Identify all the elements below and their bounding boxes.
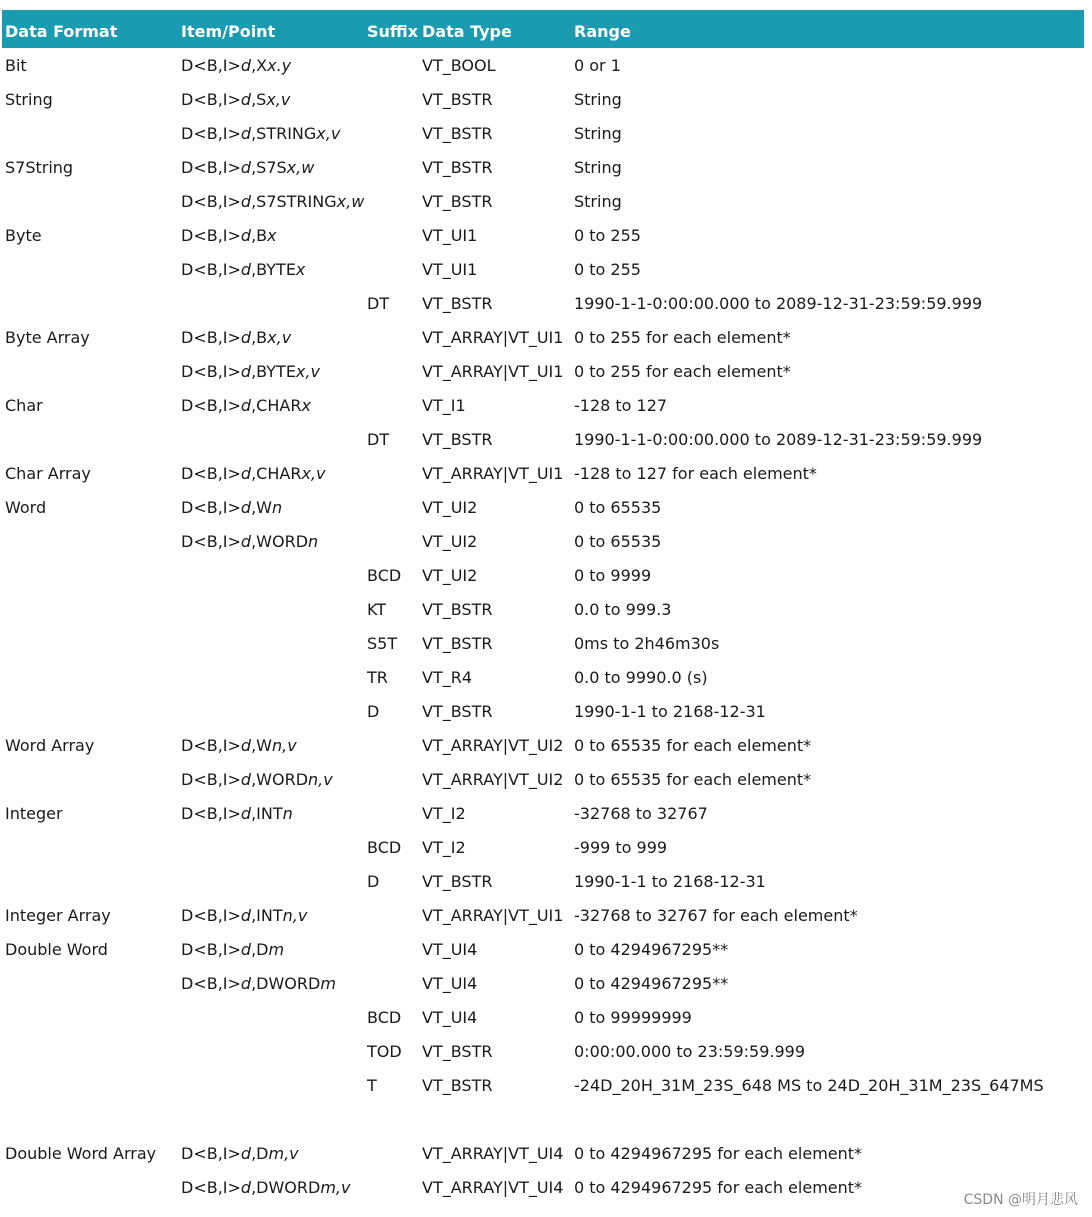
cell-suffix — [364, 762, 419, 796]
cell-suffix — [364, 898, 419, 932]
cell-item-point — [178, 796, 364, 830]
item-point-segment: D<B,I> — [181, 905, 241, 925]
item-point-segment: ,CHAR — [251, 395, 302, 415]
cell-data-type: VT_ARRAY|VT_UI4 — [422, 1177, 564, 1197]
cell-item-point — [178, 1170, 364, 1204]
table-row — [2, 864, 1084, 898]
table-row — [2, 1034, 1084, 1068]
cell-data-format — [2, 184, 178, 218]
item-point-segment: d — [240, 225, 252, 245]
cell-suffix: S5T — [367, 633, 398, 653]
item-point-segment: d — [240, 531, 252, 551]
cell-range: 0 to 255 for each element* — [574, 327, 791, 347]
cell-item-point — [178, 694, 364, 728]
item-point-segment: d — [240, 157, 252, 177]
cell-item-point — [178, 966, 364, 1000]
item-point-segment: D<B,I> — [181, 191, 241, 211]
cell-data-format: Word — [5, 497, 47, 517]
item-point-segment: ,BYTE — [251, 361, 296, 381]
item-point-segment: ,S7STRING — [251, 191, 337, 211]
data-format-table — [2, 10, 1084, 1204]
cell-data-format: Double Word — [5, 939, 108, 959]
table-row — [2, 1170, 1084, 1204]
item-point-segment: d — [240, 905, 252, 925]
item-point-segment: ,W — [251, 735, 272, 755]
cell-data-format — [2, 354, 178, 388]
cell-range: 0 to 255 — [574, 225, 641, 245]
cell-item-point — [178, 830, 364, 864]
cell-data-format — [2, 422, 178, 456]
table-row — [2, 1136, 1084, 1170]
item-point-segment: ,S — [251, 89, 267, 109]
cell-range: -32768 to 32767 for each element* — [574, 905, 858, 925]
item-point-segment: x — [267, 225, 277, 245]
cell-item-point — [178, 388, 364, 422]
spacer-cell — [2, 1102, 178, 1136]
cell-suffix — [364, 966, 419, 1000]
item-point-segment: D<B,I> — [181, 395, 241, 415]
item-point-segment: ,INT — [251, 803, 283, 823]
spacer-cell — [364, 1102, 419, 1136]
cell-suffix — [364, 1170, 419, 1204]
cell-suffix — [364, 354, 419, 388]
cell-data-type: VT_BSTR — [422, 701, 493, 721]
cell-data-type: VT_ARRAY|VT_UI1 — [422, 361, 564, 381]
cell-range: 0 to 255 for each element* — [574, 361, 791, 381]
item-point-segment: D<B,I> — [181, 327, 241, 347]
item-point-segment: ,STRING — [251, 123, 317, 143]
watermark: CSDN @明月悲风 — [963, 1192, 1078, 1208]
item-point-segment: x,v — [266, 89, 291, 109]
item-point-segment: d — [240, 939, 252, 959]
cell-data-format — [2, 1068, 178, 1102]
table-row — [2, 184, 1084, 218]
cell-suffix — [364, 490, 419, 524]
cell-data-format — [2, 116, 178, 150]
cell-data-type: VT_BSTR — [422, 123, 493, 143]
item-point-segment: n — [271, 497, 283, 517]
cell-range: -999 to 999 — [574, 837, 668, 857]
cell-range: String — [574, 89, 622, 109]
cell-data-type: VT_UI4 — [422, 1007, 478, 1027]
table-row — [2, 524, 1084, 558]
item-point-segment: x — [301, 395, 311, 415]
cell-item-point — [178, 286, 364, 320]
item-point-segment: d — [240, 55, 252, 75]
cell-suffix — [364, 252, 419, 286]
cell-data-type: VT_BSTR — [422, 293, 493, 313]
cell-data-format — [2, 694, 178, 728]
table-row — [2, 966, 1084, 1000]
table-row — [2, 660, 1084, 694]
cell-suffix: D — [367, 871, 380, 891]
cell-data-type: VT_UI2 — [422, 531, 478, 551]
item-point-segment: D<B,I> — [181, 531, 241, 551]
cell-data-type: VT_UI4 — [422, 939, 478, 959]
cell-item-point — [178, 1136, 364, 1170]
cell-data-type: VT_I2 — [422, 837, 466, 857]
item-point-segment: D<B,I> — [181, 769, 241, 789]
cell-data-format — [2, 524, 178, 558]
item-point-segment: ,DWORD — [251, 973, 321, 993]
cell-item-point — [178, 252, 364, 286]
cell-suffix: T — [367, 1075, 377, 1095]
header-item-point: Item/Point — [178, 10, 364, 48]
cell-data-type: VT_I2 — [422, 803, 466, 823]
cell-data-format — [2, 286, 178, 320]
item-point-segment: ,S7S — [251, 157, 287, 177]
item-point-segment: x,v — [267, 327, 292, 347]
item-point-segment: ,WORD — [251, 531, 309, 551]
cell-data-format — [2, 1000, 178, 1034]
cell-range: 1990-1-1 to 2168-12-31 — [574, 871, 766, 891]
cell-suffix: BCD — [367, 1007, 402, 1027]
table-row — [2, 1000, 1084, 1034]
cell-item-point — [178, 1000, 364, 1034]
cell-data-format — [2, 1034, 178, 1068]
cell-item-point — [178, 456, 364, 490]
cell-data-format: Integer Array — [5, 905, 111, 925]
item-point-segment: d — [240, 395, 252, 415]
item-point-segment: x,v — [301, 463, 326, 483]
cell-item-point — [178, 422, 364, 456]
cell-data-type: VT_R4 — [422, 667, 473, 687]
header-data-type: Data Type — [419, 10, 571, 48]
cell-data-type: VT_ARRAY|VT_UI1 — [422, 905, 564, 925]
table-row — [2, 762, 1084, 796]
cell-range: String — [574, 123, 622, 143]
cell-data-type: VT_ARRAY|VT_UI1 — [422, 327, 564, 347]
cell-range: -128 to 127 — [574, 395, 668, 415]
item-point-segment: D<B,I> — [181, 973, 241, 993]
item-point-segment: D<B,I> — [181, 89, 241, 109]
item-point-segment: d — [240, 735, 252, 755]
cell-data-type: VT_ARRAY|VT_UI2 — [422, 735, 564, 755]
item-point-segment: d — [240, 803, 252, 823]
cell-suffix — [364, 456, 419, 490]
cell-item-point — [178, 116, 364, 150]
table-row — [2, 48, 1084, 82]
table-row — [2, 932, 1084, 966]
item-point-segment: n,v — [271, 735, 297, 755]
cell-data-format: Integer — [5, 803, 63, 823]
item-point-segment: x,w — [336, 191, 364, 211]
cell-data-format: Char — [5, 395, 43, 415]
header-suffix: Suffix — [364, 10, 419, 48]
cell-data-type: VT_BSTR — [422, 1075, 493, 1095]
cell-data-type: VT_BSTR — [422, 871, 493, 891]
header-data-format: Data Format — [2, 10, 178, 48]
item-point-segment: d — [240, 361, 252, 381]
item-point-segment: D<B,I> — [181, 803, 241, 823]
cell-data-type: VT_BSTR — [422, 1041, 493, 1061]
table-row — [2, 626, 1084, 660]
table-row — [2, 218, 1084, 252]
table-row — [2, 150, 1084, 184]
cell-item-point — [178, 660, 364, 694]
cell-range: -24D_20H_31M_23S_648 MS to 24D_20H_31M_23S_647MS — [574, 1075, 1044, 1095]
cell-suffix: D — [367, 701, 380, 721]
cell-item-point — [178, 354, 364, 388]
cell-data-format — [2, 830, 178, 864]
table-row — [2, 286, 1084, 320]
table-row — [2, 898, 1084, 932]
spacer-cell — [419, 1102, 571, 1136]
table-row — [2, 354, 1084, 388]
item-point-segment: n,v — [308, 769, 333, 789]
cell-data-format — [2, 252, 178, 286]
cell-range: 0 to 9999 — [574, 565, 652, 585]
cell-data-format: S7String — [5, 157, 74, 177]
cell-item-point — [178, 48, 364, 82]
item-point-segment: D<B,I> — [181, 361, 241, 381]
cell-data-type: VT_UI1 — [422, 259, 478, 279]
cell-data-format: Byte Array — [5, 327, 90, 347]
table-row — [2, 252, 1084, 286]
cell-range: 1990-1-1-0:00:00.000 to 2089-12-31-23:59:59.999 — [574, 429, 983, 449]
cell-suffix — [364, 82, 419, 116]
cell-range: 1990-1-1 to 2168-12-31 — [574, 701, 766, 721]
cell-data-format — [2, 762, 178, 796]
cell-data-format — [2, 592, 178, 626]
item-point-segment: ,B — [251, 225, 268, 245]
cell-data-type: VT_UI1 — [422, 225, 478, 245]
table-row — [2, 82, 1084, 116]
cell-suffix: DT — [367, 293, 390, 313]
cell-range: -32768 to 32767 — [574, 803, 708, 823]
cell-range: 0.0 to 9990.0 (s) — [574, 667, 708, 687]
cell-data-type: VT_BSTR — [422, 191, 493, 211]
cell-suffix — [364, 1136, 419, 1170]
cell-range: -128 to 127 for each element* — [574, 463, 817, 483]
item-point-segment: x.y — [267, 55, 292, 75]
item-point-segment: d — [240, 497, 252, 517]
spacer-row — [2, 1102, 1084, 1136]
item-point-segment: ,B — [251, 327, 268, 347]
table-row — [2, 320, 1084, 354]
table-row — [2, 116, 1084, 150]
item-point-segment: x,v — [295, 361, 320, 381]
cell-suffix: TOD — [367, 1041, 402, 1061]
cell-data-type: VT_I1 — [422, 395, 466, 415]
item-point-segment: D<B,I> — [181, 497, 241, 517]
cell-data-type: VT_BSTR — [422, 633, 493, 653]
table-row — [2, 796, 1084, 830]
item-point-segment: m,v — [320, 1177, 351, 1197]
table-row — [2, 1068, 1084, 1102]
item-point-segment: n — [308, 531, 319, 551]
table-row — [2, 456, 1084, 490]
table-row — [2, 558, 1084, 592]
header-row — [2, 10, 1084, 48]
item-point-segment: ,X — [251, 55, 268, 75]
cell-suffix: BCD — [367, 565, 402, 585]
cell-data-format: Word Array — [5, 735, 95, 755]
item-point-segment: ,D — [251, 939, 269, 959]
cell-data-format — [2, 966, 178, 1000]
cell-item-point — [178, 218, 364, 252]
item-point-segment: x,w — [286, 157, 315, 177]
cell-data-format: Byte — [5, 225, 42, 245]
item-point-segment: D<B,I> — [181, 735, 241, 755]
table-body — [2, 48, 1084, 1204]
cell-range: 0 to 65535 for each element* — [574, 769, 812, 789]
cell-range: 0 to 4294967295** — [574, 973, 729, 993]
item-point-segment: D<B,I> — [181, 157, 241, 177]
cell-data-format — [2, 558, 178, 592]
cell-data-format — [2, 1170, 178, 1204]
header-range: Range — [571, 10, 1084, 48]
cell-data-type: VT_BSTR — [422, 429, 493, 449]
cell-item-point — [178, 524, 364, 558]
cell-data-type: VT_UI2 — [422, 497, 478, 517]
table-row — [2, 830, 1084, 864]
cell-suffix — [364, 184, 419, 218]
cell-range: 0 to 65535 — [574, 497, 662, 517]
cell-item-point — [178, 864, 364, 898]
item-point-segment: D<B,I> — [181, 259, 241, 279]
table-row — [2, 728, 1084, 762]
cell-item-point — [178, 558, 364, 592]
cell-suffix: DT — [367, 429, 390, 449]
cell-range: 0 or 1 — [574, 55, 621, 75]
cell-data-format: Char Array — [5, 463, 91, 483]
table-row — [2, 490, 1084, 524]
cell-item-point — [178, 1068, 364, 1102]
cell-suffix: BCD — [367, 837, 402, 857]
item-point-segment: x,v — [316, 123, 341, 143]
cell-item-point — [178, 184, 364, 218]
cell-range: 0 to 65535 for each element* — [574, 735, 812, 755]
cell-item-point — [178, 320, 364, 354]
item-point-segment: D<B,I> — [181, 123, 241, 143]
cell-item-point — [178, 762, 364, 796]
cell-suffix — [364, 218, 419, 252]
cell-item-point — [178, 898, 364, 932]
item-point-segment: d — [240, 1177, 252, 1197]
cell-data-type: VT_UI2 — [422, 565, 478, 585]
cell-item-point — [178, 626, 364, 660]
cell-suffix — [364, 524, 419, 558]
item-point-segment: d — [240, 191, 252, 211]
item-point-segment: ,W — [251, 497, 272, 517]
item-point-segment: d — [240, 463, 252, 483]
cell-range: String — [574, 191, 622, 211]
cell-data-format — [2, 660, 178, 694]
cell-range: 0 to 4294967295 for each element* — [574, 1143, 863, 1163]
cell-range: 0ms to 2h46m30s — [574, 633, 720, 653]
cell-item-point — [178, 592, 364, 626]
cell-data-format: String — [5, 89, 53, 109]
item-point-segment: D<B,I> — [181, 939, 241, 959]
spacer-cell — [571, 1102, 1084, 1136]
item-point-segment: n,v — [282, 905, 308, 925]
item-point-segment: D<B,I> — [181, 225, 241, 245]
cell-suffix — [364, 150, 419, 184]
cell-suffix — [364, 796, 419, 830]
item-point-segment: m,v — [268, 1143, 299, 1163]
item-point-segment: d — [240, 327, 252, 347]
cell-data-type: VT_BSTR — [422, 599, 493, 619]
item-point-segment: ,DWORD — [251, 1177, 321, 1197]
cell-data-format: Bit — [5, 55, 27, 75]
item-point-segment: ,WORD — [251, 769, 309, 789]
cell-range: String — [574, 157, 622, 177]
table-row — [2, 388, 1084, 422]
cell-suffix — [364, 48, 419, 82]
item-point-segment: ,INT — [251, 905, 283, 925]
item-point-segment: n — [282, 803, 293, 823]
cell-range: 0 to 65535 — [574, 531, 662, 551]
cell-item-point — [178, 728, 364, 762]
cell-range: 0.0 to 999.3 — [574, 599, 672, 619]
spacer-cell — [178, 1102, 364, 1136]
cell-range: 0 to 255 — [574, 259, 641, 279]
cell-range: 0 to 4294967295** — [574, 939, 729, 959]
cell-data-type: VT_ARRAY|VT_UI2 — [422, 769, 564, 789]
cell-data-format — [2, 626, 178, 660]
cell-data-type: VT_ARRAY|VT_UI4 — [422, 1143, 564, 1163]
item-point-segment: D<B,I> — [181, 55, 241, 75]
item-point-segment: ,CHAR — [251, 463, 302, 483]
cell-data-type: VT_UI4 — [422, 973, 478, 993]
item-point-segment: D<B,I> — [181, 1177, 241, 1197]
cell-suffix — [364, 116, 419, 150]
cell-data-type: VT_ARRAY|VT_UI1 — [422, 463, 564, 483]
table-row — [2, 422, 1084, 456]
cell-range: 1990-1-1-0:00:00.000 to 2089-12-31-23:59:59.999 — [574, 293, 983, 313]
item-point-segment: D<B,I> — [181, 463, 241, 483]
item-point-segment: m — [320, 973, 336, 993]
item-point-segment: d — [240, 259, 252, 279]
cell-suffix: KT — [367, 599, 387, 619]
table-row — [2, 694, 1084, 728]
item-point-segment: x — [295, 259, 306, 279]
cell-suffix — [364, 932, 419, 966]
item-point-segment: ,BYTE — [251, 259, 296, 279]
item-point-segment: d — [240, 769, 252, 789]
item-point-segment: d — [240, 973, 252, 993]
cell-data-type: VT_BSTR — [422, 89, 493, 109]
item-point-segment: ,D — [251, 1143, 269, 1163]
cell-item-point — [178, 1034, 364, 1068]
item-point-segment: D<B,I> — [181, 1143, 241, 1163]
cell-suffix — [364, 388, 419, 422]
cell-suffix — [364, 728, 419, 762]
item-point-segment: d — [240, 123, 252, 143]
cell-range: 0:00:00.000 to 23:59:59.999 — [574, 1041, 806, 1061]
table-row — [2, 592, 1084, 626]
cell-item-point — [178, 82, 364, 116]
cell-suffix: TR — [367, 667, 388, 687]
cell-data-type: VT_BOOL — [422, 55, 496, 75]
item-point-segment: m — [268, 939, 285, 959]
cell-item-point — [178, 150, 364, 184]
item-point-segment: d — [240, 1143, 252, 1163]
cell-item-point — [178, 932, 364, 966]
cell-suffix — [364, 320, 419, 354]
item-point-segment: d — [240, 89, 252, 109]
cell-data-format — [2, 864, 178, 898]
cell-range: 0 to 99999999 — [574, 1007, 692, 1027]
cell-item-point — [178, 490, 364, 524]
cell-range: 0 to 4294967295 for each element* — [574, 1177, 863, 1197]
cell-data-format: Double Word Array — [5, 1143, 157, 1163]
cell-data-type: VT_BSTR — [422, 157, 493, 177]
